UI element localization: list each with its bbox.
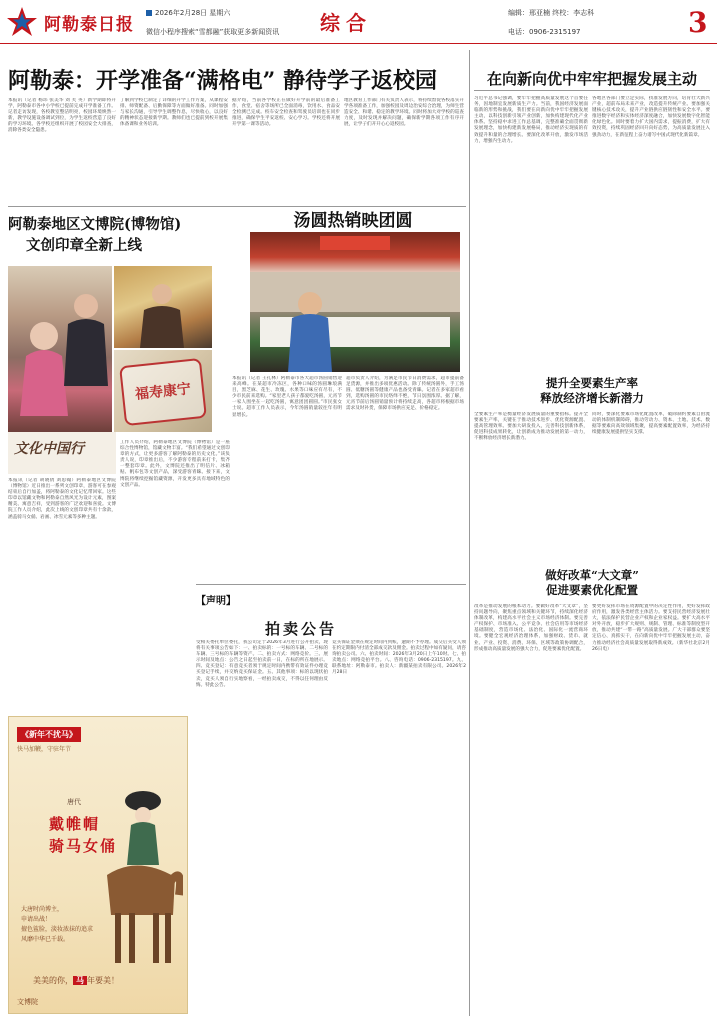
masthead [0, 0, 717, 44]
right-subheadline-1-line2: 释放经济增长新潜力 [540, 391, 644, 405]
children-figures [8, 266, 112, 432]
horse-rider-figure-icon [87, 785, 183, 975]
wechat-promo: 微信小程序搜索“雪都融”获取更多新闻资讯 [146, 28, 280, 36]
market-scene [250, 232, 460, 372]
article-body: 地区教育工作部门有关负责人表示，将持续督促各校落实开学各项准备工作，加强校园及周边治安综合治理，为师生营造安全、和谐、稳定的教学环境。同时将加大对学校的巡查力度，及时发现并解决问题，确保新学期各项工作有序开展，让学子们开开心心返校园。 [344, 98, 464, 128]
right-subheadline-1-line1: 提升全要素生产率 [546, 376, 638, 390]
poster-footer-highlight: 马 [73, 976, 87, 985]
notice-body: 竞买保证金须在规定时间内到账，逾期不予办理。成交后买受人须在约定期限内付清全部成交款及佣金。拍卖过程中如有疑问，请咨询拍卖公司。六、拍卖时间：2026年3月20日上午10时。七、拍卖地点：网络竞拍平台。八、咨询电话：0906-2315197。九、联系地址：阿勒泰市。拍卖人：新疆某拍卖有限公司。2026年2月28日 [332, 640, 466, 676]
museum-headline-line2: 文创印章全新上线 [26, 237, 142, 254]
article-body: 各地区各部门要立足实际，找准发展方向，培育壮大新兴产业，超前布局未来产业，改造提升传统产业。要加强关键核心技术攻关，提升产业链供应链韧性和安全水平。要推进数字经济和实体经济深度融合，加快发展数字化智能化绿色化。同时要着力扩大国内需求，提振消费，扩大有效投资，持续巩固经济回升向好态势，为高质量发展注入强劲动力，在新征程上奋力谱写中国式现代化新篇章。 [592, 96, 710, 138]
phone-number: 电话：0906-2315197 [508, 28, 581, 36]
gift-shop-photo [114, 266, 212, 348]
museum-headline [8, 214, 218, 256]
children-photo [8, 266, 112, 432]
wenchuang-banner [8, 432, 116, 474]
article-body: 本报讯（记者 杨玮 张美华 刘 芙 英）新学期即将开学，阿勒泰市各中小学校已提前完成开学准备工作。记者走访发现，各校教室整洁明亮，校园环境焕然一新，教学设施设备调试到位，为学生返校营造了良好的学习环境。各学校还组织开展了校园安全大排查，消除各类安全隐患。 [8, 98, 116, 134]
poster-logo: 文博院 [17, 998, 38, 1006]
poster-copy [21, 905, 111, 945]
article-body: 本报讯（记者 王孔林）阿勒泰市各大超市汤圆销售迎来高峰。在某超市冷冻区，各种口味的汤圆琳琅满目，黑芝麻、花生、玫瑰、水果等口味应有尽有，不少市民前来选购。“家里老人孩子都爱吃汤圆，元宵节一家人围坐在一起吃汤圆，寓意团团圆圆。”市民张女士说。超市工作人员表示，今年汤圆销量较往年有明显增长。 [232, 376, 342, 418]
poster-footer [33, 975, 119, 986]
tangyuan-headline: 汤圆热销映团圆 [293, 211, 413, 231]
page-number: 3 [688, 6, 708, 39]
column-divider [469, 50, 470, 1016]
poster-subtitle: 快马加鞭，守驻年节 [17, 746, 72, 753]
market-sign [320, 236, 390, 250]
article-body: 同时，要深化要素市场化配置改革，破除制约要素自由流动的体制机制障碍，推动劳动力、资本、土地、技术、数据等要素向高效领域集聚，提高要素配置效率，为经济持续健康发展提供坚实支撑。 [592, 412, 710, 436]
article-body: 全要素生产率是衡量经济发展质量的重要指标。提升全要素生产率，关键在于推动技术进步、优化资源配置、提高管理效率。要加大研发投入，完善科技创新体系，促进科技成果转化，让创新成为推动发展的第一动力，不断释放经济增长新潜力。 [474, 412, 588, 442]
poster-line: 大唐时尚博主， [21, 906, 64, 913]
poster-tag: 《新年不扰马》 [17, 727, 81, 742]
poster-title-line1: 戴帷帽 [49, 815, 101, 833]
article-body: 工作人员介绍，阿勒泰地区文博院（博物馆）是一座综合性博物馆，馆藏文物丰富。“我们希望通过文创印章的方式，让更多游客了解阿勒泰的历史文化。”该负责人说，印章推出后，不少游客专程前来打卡，集齐一整套印章。此外，文博院还推出了明信片、冰箱贴、帆布包等文创产品，深受游客青睐。接下来，文博院将继续挖掘馆藏资源，开发更多具有地域特色的文创产品。 [120, 440, 230, 488]
article-body: 改革是推动发展的根本动力。要做好改革“大文章”，坚持问题导向，聚焦重点领域和关键环节，持续深化经济体制改革，构建高水平社会主义市场经济体制。要完善产权保护、市场准入、公平竞争、社会信用等市场经济基础制度，营造市场化、法治化、国际化一流营商环境。要健全宏观经济治理体系，加强财政、货币、就业、产业、投资、消费、环保、区域等政策协调配合，形成推动高质量发展的强大合力，促进要素优化配置。 [474, 604, 588, 652]
merch-stamp: 福寿康宁 [119, 358, 207, 426]
article-body: 要更好发挥市场在资源配置中的决定性作用，更好发挥政府作用，激发各类经营主体活力。要支持民营经济发展壮大，依法保护民营企业产权和企业家权益。要扩大高水平对外开放，稳步扩大规则、规制、管理、标准等制度型开放，推动共建“一带一路”高质量发展。广大干部群众要坚定信心、真抓实干，在向新向优中牢牢把握发展主动，奋力推动经济社会高质量发展取得新成效。（新华社北京2月26日电） [592, 604, 710, 652]
issue-date-text: 2026年2月28日 星期六 [155, 9, 231, 17]
right-subheadline-2 [474, 568, 710, 598]
article-body: 据介绍，当前各学校正在做好开学前的最后准备工作，食堂、宿舍等场所已全面消毒，饮用水、食品安全检测已完成。校车安全检查和驾驶员培训也在同步推进，确保学生平安返校、安心学习。学校还将开展开学第一课等活动。 [232, 98, 340, 128]
newspaper-logo-icon [6, 6, 38, 38]
newspaper-name: 阿勒泰日报 [44, 15, 134, 35]
shop-figure [114, 266, 212, 348]
wenchuang-text: 文化中国行 [14, 441, 84, 457]
issue-date [146, 8, 230, 18]
poster-line: 擅色鲨脸，淡妆浓抹的追求 [21, 926, 94, 933]
culture-poster [8, 716, 188, 1014]
poster-title-line2: 骑马女俑 [49, 837, 118, 855]
poster-dynasty: 唐代 [67, 798, 81, 806]
right-subheadline-2-line2: 促进要素优化配置 [546, 583, 638, 597]
poster-line: 风靡中华已千载。 [21, 936, 70, 943]
stamp-merch-photo [114, 350, 212, 432]
article-body: 习近平总书记强调，要牢牢把握高质量发展这个首要任务，因地制宜发展新质生产力。当前，我国经济发展面临新的形势和挑战，我们要在向新向优中牢牢把握发展主动，以科技创新引领产业创新，加快构建现代化产业体系。坚持稳中求进工作总基调，完整准确全面贯彻新发展理念，加快构建新发展格局，推动经济实现质的有效提升和量的合理增长。要深化改革开放，激发市场活力，增强内生动力。 [474, 96, 588, 144]
date-marker-icon [146, 10, 152, 16]
notice-body: 受相关委托单位委托，我公司定于2026年3月进行公开拍卖，现将有关事项公告如下：一、拍卖标的：一号标的车辆、二号标的车辆、三号标的车辆等资产。二、拍卖方式：网络竞价。三、展示时间及地点：公告之日起至拍卖前一日，在标的所在地展示。四、竞买登记：有意竞买者须于规定时间内携带有效证件办理竞买登记手续，并交纳竞买保证金。五、其他事项：标的以现状拍卖，竞买人须自行实地察看，一经拍卖成交，不得以任何理由反悔。特此公告。 [196, 640, 328, 688]
right-subheadline-1 [474, 376, 710, 406]
museum-headline-line1: 阿勒泰地区文博院(博物馆) [8, 216, 182, 233]
article-body: 超市负责人介绍，为满足市民节日消费需求，超市提前备足货源，并推出多项优惠活动。除了传统汤圆外，手工汤圆、低糖汤圆等健康产品也备受青睐。记者在多家超市看到，选购汤圆的市民络绎不绝，节日氛围浓厚。据了解，元宵节前后汤圆销量预计将持续走高，各超市将根据市场需求及时补货，保障市场供应充足、价格稳定。 [346, 376, 464, 412]
article-body: 了解到学校已制定了详细的开学工作方案，从课程安排、师资配备、后勤保障等方面做好准备。同时加强与家长沟通，引导学生调整作息，尽快收心，以良好的精神状态迎接新学期。教师们也已提前到校开展集体备课和业务培训。 [120, 98, 228, 128]
poster-footer-post: 年要美！ [87, 976, 119, 985]
poster-footer-pre: 美美的你， [33, 976, 73, 985]
notice-title: 拍卖公告 [264, 620, 337, 638]
main-headline: 阿勒泰：开学准备“满格电” 静待学子返校园 [8, 68, 437, 94]
right-headline: 在向新向优中牢牢把握发展主动 [486, 70, 697, 88]
editor-credits: 编辑：邢亚楠 终校：李志科 [508, 9, 595, 17]
supermarket-photo [250, 232, 460, 372]
poster-line: 申请出战！ [21, 916, 52, 923]
divider [196, 584, 466, 585]
notice-label: 【声明】 [196, 596, 236, 607]
section-title: 综合 [320, 11, 372, 35]
divider [474, 90, 710, 91]
article-body: 本报讯（记者 胡晓倩 刘思翰）阿勒泰地区文博院（博物馆）近日推出一系列文创印章，游客可在参观结束后自行加盖，将阿勒泰的文化记忆带回家。这些印章以馆藏文物和阿勒泰自然风光为设计元素，图案精美、寓意吉祥，受到游客的广泛欢迎和喜爱。文博院工作人员介绍，此次上线的文创印章共有十余款，涵盖骑马女俑、岩画、冰雪元素等多种主题。 [8, 478, 116, 520]
right-subheadline-2-line1: 做好改革“大文章” [545, 568, 639, 582]
